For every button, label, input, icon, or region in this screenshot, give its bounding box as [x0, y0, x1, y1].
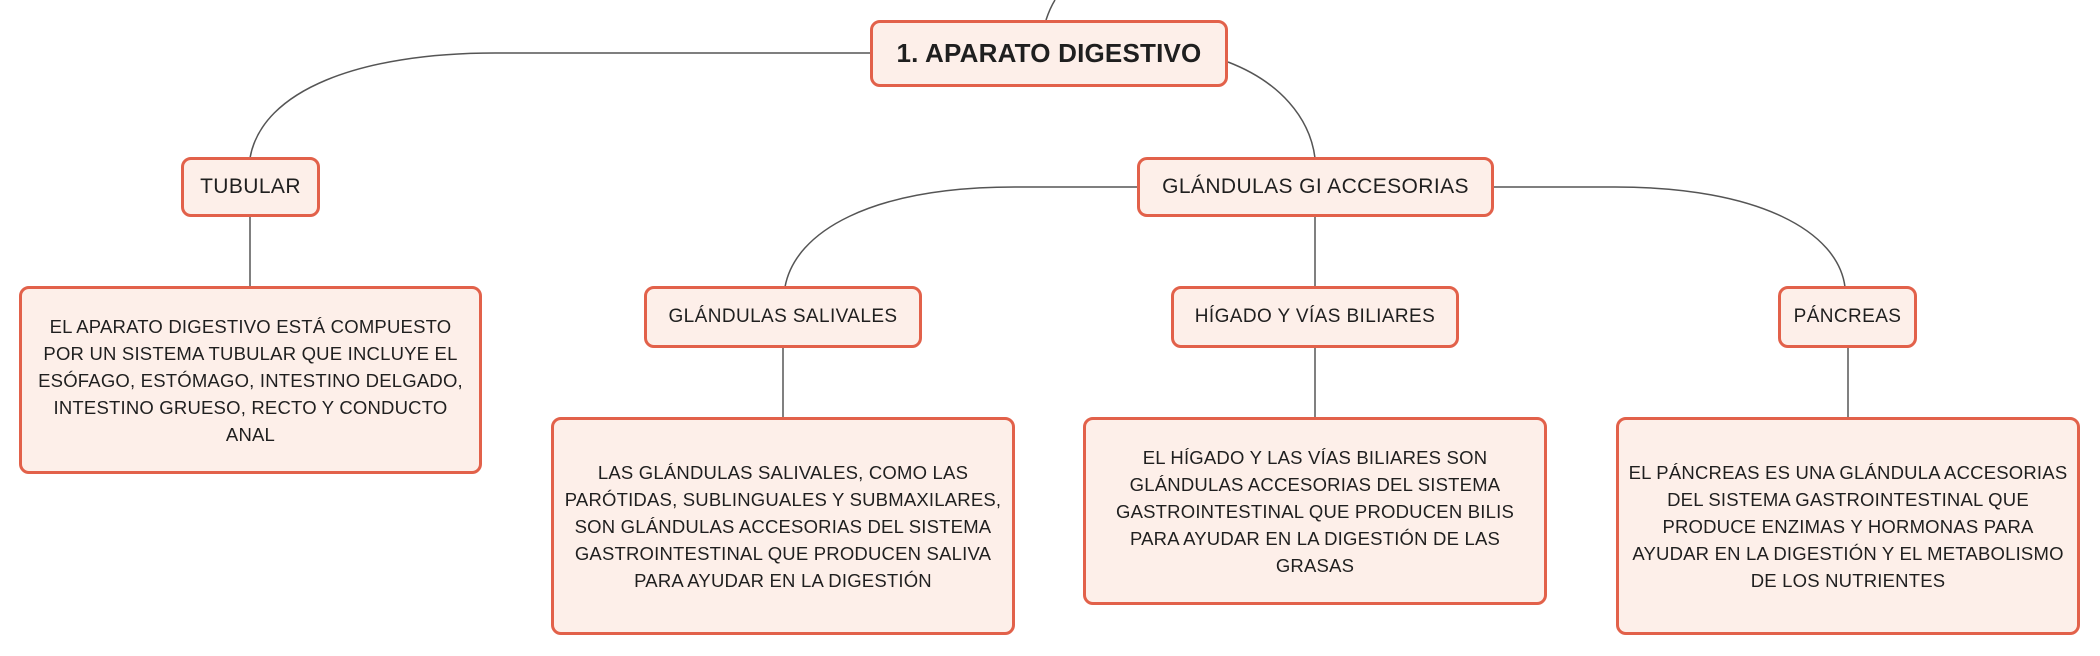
connector-accessory-salivary	[785, 187, 1138, 287]
salivary-glands-label: GLÁNDULAS SALIVALES	[668, 306, 898, 327]
root-label: 1. APARATO DIGESTIVO	[896, 38, 1202, 68]
root-node[interactable]	[870, 20, 1228, 87]
tubular-description-node[interactable]	[19, 286, 482, 474]
salivary-glands-node[interactable]	[644, 286, 922, 348]
accessory-glands-label: GLÁNDULAS GI ACCESORIAS	[1162, 175, 1469, 198]
connector-root-accessory	[1228, 62, 1315, 158]
pancreas-node[interactable]	[1778, 286, 1917, 348]
pancreas-label: PÁNCREAS	[1793, 306, 1902, 327]
tubular-description: EL APARATO DIGESTIVO ESTÁ COMPUESTO POR UN SISTEMA TUBULAR QUE INCLUYE EL ESÓFAGO, ESTÓMAGO, INTESTINO DELGADO, INTESTINO GRUESO, RECTO Y CONDUCTO ANAL	[38, 315, 463, 445]
salivary-description: LAS GLÁNDULAS SALIVALES, COMO LAS PARÓTIDAS, SUBLINGUALES Y SUBMAXILARES, SON GLÁNDULAS ACCESORIAS DEL SISTEMA GASTROINTESTINAL QUE PRODUCEN SALIVA PARA AYUDAR EN LA DIGESTIÓN	[564, 461, 1002, 591]
liver-node[interactable]	[1171, 286, 1459, 348]
liver-description-node[interactable]	[1083, 417, 1547, 605]
pancreas-description-node[interactable]	[1616, 417, 2080, 635]
salivary-description-node[interactable]	[551, 417, 1015, 635]
pancreas-description: EL PÁNCREAS ES UNA GLÁNDULA ACCESORIAS DEL SISTEMA GASTROINTESTINAL QUE PRODUCE ENZIMAS Y HORMONAS PARA AYUDAR EN LA DIGESTIÓN Y EL METABOLISMO DE LOS NUTRIENTES	[1628, 461, 2068, 591]
connector-accessory-pancreas	[1493, 187, 1845, 287]
liver-label: HÍGADO Y VÍAS BILIARES	[1194, 306, 1436, 327]
connector-from-parent	[1046, 0, 1055, 20]
accessory-glands-node[interactable]	[1137, 157, 1494, 217]
tubular-label: TUBULAR	[200, 175, 301, 198]
connector-root-tubular	[250, 53, 870, 158]
tubular-node[interactable]	[181, 157, 320, 217]
liver-description: EL HÍGADO Y LAS VÍAS BILIARES SON GLÁNDULAS ACCESORIAS DEL SISTEMA GASTROINTESTINAL QUE PRODUCEN BILIS PARA AYUDAR EN LA DIGESTIÓN DE LAS GRASAS	[1116, 446, 1514, 576]
